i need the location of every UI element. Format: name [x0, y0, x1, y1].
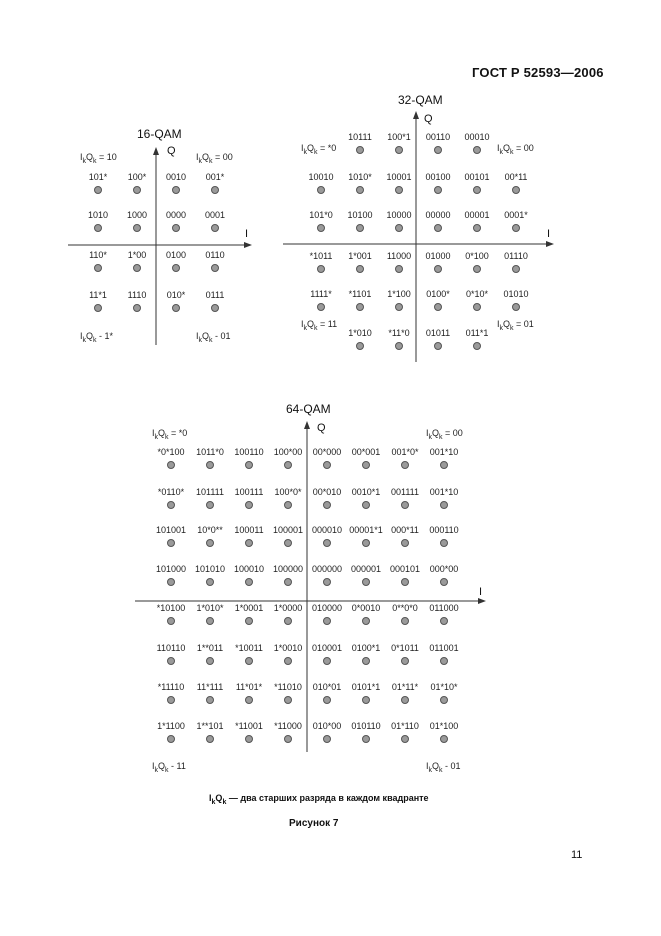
qam64-point-dot: [284, 735, 292, 743]
qam32-title: 32-QAM: [398, 93, 443, 107]
caption-text: — два старших разряда в каждом квадранте: [228, 793, 429, 803]
qam32-point-label: 0001*: [504, 210, 528, 220]
qam16-point-label: 001*: [205, 172, 225, 182]
qam64-quadrant-bl: $I_kQ_k - 11$: [152, 761, 186, 774]
qam64-point-dot: [167, 501, 175, 509]
qam64-point-label: 00001*1: [349, 525, 383, 535]
qam64-point-dot: [362, 461, 370, 469]
qam64-point-label: 01*100: [429, 721, 459, 731]
qam16-point-label: 0001: [204, 210, 226, 220]
qam32-point-label: 011*1: [465, 328, 489, 338]
qam64-point-label: 001*10: [429, 447, 459, 457]
qam64-point-dot: [206, 735, 214, 743]
qam64-point-label: 1*010*: [196, 603, 224, 613]
qam64-point-label: 011001: [429, 643, 459, 653]
qam64-point-dot: [284, 617, 292, 625]
qam16-point-label: 0100: [165, 250, 187, 260]
qam64-point-dot: [362, 578, 370, 586]
qam64-point-dot: [167, 578, 175, 586]
qam64-point-dot: [362, 696, 370, 704]
qam64-quadrant-br: $I_kQ_k - 01$: [426, 761, 461, 774]
qam64-point-label: 011000: [429, 603, 459, 613]
qam64-point-dot: [323, 735, 331, 743]
qam64-point-label: 100011: [234, 525, 264, 535]
qam32-point-label: *1011: [309, 251, 333, 261]
qam64-point-dot: [167, 657, 175, 665]
qam64-point-label: 1*0010: [273, 643, 303, 653]
qam32-point-label: 1111*: [310, 289, 332, 299]
qam64-point-dot: [401, 617, 409, 625]
qam64-point-label: 001*0*: [391, 447, 419, 457]
qam64-point-dot: [206, 461, 214, 469]
qam64-point-dot: [245, 578, 253, 586]
qam64-point-label: 1*0001: [234, 603, 264, 613]
qam64-point-label: 010*00: [312, 721, 342, 731]
qam64-point-dot: [284, 461, 292, 469]
qam64-point-dot: [245, 735, 253, 743]
qam64-point-dot: [323, 696, 331, 704]
qam64-point-dot: [167, 735, 175, 743]
qam64-point-dot: [167, 539, 175, 547]
qam64-point-dot: [167, 461, 175, 469]
qam64-point-dot: [401, 657, 409, 665]
qam64-point-dot: [401, 735, 409, 743]
qam64-point-label: *11000: [274, 721, 302, 731]
qam64-point-dot: [245, 617, 253, 625]
qam64-point-label: 1011*0: [196, 447, 224, 457]
qam64-point-dot: [440, 735, 448, 743]
qam32-point-label: 10111: [348, 132, 372, 142]
qam64-point-dot: [401, 539, 409, 547]
qam64-point-label: 010000: [311, 603, 343, 613]
qam64-point-dot: [401, 501, 409, 509]
qam32-point-label: 10001: [386, 172, 412, 182]
qam64-q-axis-label: Q: [317, 422, 326, 434]
qam64-point-label: 11*01*: [235, 682, 263, 692]
qam64-point-label: 101000: [155, 564, 187, 574]
qam32-point-label: 00100: [425, 172, 451, 182]
qam16-point-label: 100*: [127, 172, 147, 182]
qam64-point-label: *10100: [156, 603, 186, 613]
qam64-point-label: 01*10*: [430, 682, 458, 692]
qam64-point-label: 000101: [389, 564, 421, 574]
qam64-point-label: 1*1100: [157, 721, 185, 731]
document-header: ГОСТ Р 52593—2006: [472, 65, 604, 80]
qam64-point-label: 1**011: [196, 643, 224, 653]
qam64-point-dot: [362, 539, 370, 547]
qam64-point-label: *11010: [274, 682, 302, 692]
qam32-point-label: 1010*: [348, 172, 372, 182]
qam64-point-dot: [323, 657, 331, 665]
qam64-point-dot: [206, 539, 214, 547]
qam32-point-label: 00010: [464, 132, 490, 142]
qam64-point-dot: [284, 657, 292, 665]
qam64-point-dot: [401, 461, 409, 469]
qam64-point-dot: [245, 461, 253, 469]
qam64-point-dot: [362, 657, 370, 665]
qam64-point-label: 010110: [351, 721, 381, 731]
qam32-point-label: 0*100: [465, 251, 489, 261]
qam16-point-label: 010*: [166, 290, 186, 300]
qam64-quadrant-tl: $I_kQ_k = *0$: [152, 428, 188, 441]
qam64-point-label: 100*0*: [274, 487, 302, 497]
qam32-point-label: 00*11: [504, 172, 528, 182]
qam16-point-label: 110*: [89, 250, 107, 260]
qam64-point-dot: [167, 696, 175, 704]
qam32-point-label: 11000: [386, 251, 412, 261]
qam32-point-label: *1101: [348, 289, 372, 299]
qam32-point-label: 0100*: [426, 289, 450, 299]
qam32-point-label: 1*010: [348, 328, 372, 338]
qam64-i-axis-label: I: [479, 586, 483, 598]
qam64-point-label: 101001: [155, 525, 187, 535]
qam64-point-label: 11*111: [196, 682, 224, 692]
qam64-point-label: 000*11: [391, 525, 419, 535]
qam64-point-dot: [362, 735, 370, 743]
qam64-point-label: 100010: [233, 564, 265, 574]
qam64-point-label: 0*0010: [351, 603, 381, 613]
qam64-point-label: 101010: [194, 564, 226, 574]
qam64-point-dot: [323, 539, 331, 547]
qam64-point-label: 01*110: [391, 721, 419, 731]
qam64-point-label: 1**101: [196, 721, 224, 731]
qam64-point-label: 100000: [272, 564, 304, 574]
qam32-point-label: 0*10*: [465, 289, 489, 299]
qam32-quadrant-br: $I_kQ_k = 01$: [497, 319, 534, 332]
qam32-quadrant-bl: $I_kQ_k = 11$: [301, 319, 338, 332]
qam64-point-dot: [284, 696, 292, 704]
qam64-point-dot: [284, 578, 292, 586]
qam32-point-label: 1*001: [348, 251, 372, 261]
qam64-point-dot: [245, 501, 253, 509]
qam64-quadrant-tr: $I_kQ_k = 00$: [426, 428, 463, 441]
qam64-point-label: 001111: [390, 487, 420, 497]
qam64-point-dot: [284, 501, 292, 509]
qam16-point-label: 1000: [126, 210, 148, 220]
qam32-point-label: 01000: [425, 251, 451, 261]
qam32-quadrant-tr: $I_kQ_k = 00$: [497, 143, 534, 156]
qam64-point-dot: [206, 696, 214, 704]
qam32-point-label: 101*0: [309, 210, 333, 220]
qam64-point-label: 101111: [195, 487, 225, 497]
qam16-i-axis-label: I: [245, 228, 249, 240]
qam32-point-label: 01110: [504, 251, 528, 261]
qam64-point-label: 00*001: [351, 447, 381, 457]
qam32-point-label: 01010: [503, 289, 529, 299]
qam16-quadrant-tl: $I_kQ_k = 10$: [80, 152, 117, 165]
qam64-point-label: 01*11*: [391, 682, 419, 692]
qam64-point-label: 0100*1: [351, 643, 381, 653]
qam64-point-dot: [323, 578, 331, 586]
qam64-point-label: 1*0000: [273, 603, 303, 613]
qam64-point-dot: [206, 501, 214, 509]
qam64-point-dot: [206, 617, 214, 625]
qam32-point-label: 10010: [308, 172, 334, 182]
qam32-point-label: 10000: [386, 210, 412, 220]
qam64-point-dot: [245, 696, 253, 704]
qam64-point-dot: [245, 657, 253, 665]
qam64-point-dot: [440, 501, 448, 509]
qam64-point-label: 0*1011: [391, 643, 419, 653]
qam64-point-label: 100*00: [273, 447, 303, 457]
qam64-point-dot: [206, 657, 214, 665]
qam16-point-label: 0000: [165, 210, 187, 220]
qam64-point-dot: [401, 578, 409, 586]
qam64-point-dot: [362, 501, 370, 509]
qam32-q-axis-label: Q: [424, 113, 433, 125]
qam16-point-label: 0111: [205, 290, 225, 300]
qam64-title: 64-QAM: [286, 402, 331, 416]
qam64-point-label: 00*010: [312, 487, 342, 497]
qam16-quadrant-br: $I_kQ_k - 01$: [196, 331, 231, 344]
qam64-point-label: 100110: [234, 447, 264, 457]
qam64-point-label: 000000: [311, 564, 343, 574]
qam64-point-label: 0**0*0: [392, 603, 418, 613]
caption-symbol: $I_kQ_k$: [209, 793, 227, 806]
qam64-point-label: 000*00: [429, 564, 459, 574]
qam64-point-label: 000001: [350, 564, 382, 574]
qam32-point-label: 01011: [425, 328, 451, 338]
qam16-point-label: 0010: [165, 172, 187, 182]
qam64-point-label: *0110*: [157, 487, 185, 497]
qam64-point-label: 110110: [156, 643, 186, 653]
qam16-point-label: 101*: [88, 172, 108, 182]
qam64-point-label: 000010: [311, 525, 343, 535]
qam16-point-label: 1*00: [127, 250, 147, 260]
qam64-point-dot: [440, 461, 448, 469]
qam16-point-label: 11*1: [89, 290, 107, 300]
qam16-point-label: 0110: [205, 250, 225, 260]
qam64-point-dot: [284, 539, 292, 547]
qam64-point-label: 010001: [311, 643, 343, 653]
qam64-point-dot: [206, 578, 214, 586]
qam32-point-label: 00110: [425, 132, 451, 142]
qam32-point-label: 100*1: [387, 132, 411, 142]
qam16-q-axis-label: Q: [167, 145, 176, 157]
qam64-point-dot: [401, 696, 409, 704]
qam32-point-label: *11*0: [388, 328, 410, 338]
qam64-point-label: 000110: [429, 525, 459, 535]
qam64-point-label: 100001: [272, 525, 304, 535]
qam64-point-dot: [440, 539, 448, 547]
qam64-point-label: 010*01: [312, 682, 342, 692]
qam32-point-label: 00001: [464, 210, 490, 220]
qam64-point-label: *0*100: [157, 447, 185, 457]
qam64-point-dot: [323, 617, 331, 625]
qam64-point-label: *11001: [235, 721, 263, 731]
qam64-point-label: 001*10: [429, 487, 459, 497]
qam64-point-dot: [167, 617, 175, 625]
qam16-point-label: 1110: [127, 290, 147, 300]
qam32-point-label: 1*100: [387, 289, 411, 299]
qam64-point-dot: [323, 461, 331, 469]
qam64-point-label: *10011: [235, 643, 263, 653]
qam64-point-dot: [440, 657, 448, 665]
page-number: 11: [571, 849, 583, 861]
qam32-point-label: 00000: [425, 210, 451, 220]
qam64-point-label: *11110: [157, 682, 185, 692]
qam64-point-dot: [440, 578, 448, 586]
qam64-point-label: 10*0**: [197, 525, 223, 535]
qam64-point-dot: [362, 617, 370, 625]
qam64-point-dot: [440, 617, 448, 625]
qam32-point-label: 10100: [347, 210, 373, 220]
figure-caption: [209, 793, 429, 806]
qam32-quadrant-tl: $I_kQ_k = *0$: [301, 143, 337, 156]
qam64-point-label: 00*000: [312, 447, 342, 457]
qam16-quadrant-tr: $I_kQ_k = 00$: [196, 152, 233, 165]
figure-label: Рисунок 7: [289, 818, 339, 829]
qam64-point-dot: [440, 696, 448, 704]
qam64-point-label: 0010*1: [351, 487, 381, 497]
qam64-point-label: 0101*1: [351, 682, 381, 692]
qam64-point-label: 100111: [234, 487, 264, 497]
qam16-point-label: 1010: [87, 210, 109, 220]
qam64-point-dot: [323, 501, 331, 509]
qam16-title: 16-QAM: [137, 127, 182, 141]
qam16-quadrant-bl: $I_kQ_k - 1*$: [80, 331, 114, 344]
qam32-point-label: 00101: [464, 172, 490, 182]
qam64-point-dot: [245, 539, 253, 547]
qam32-i-axis-label: I: [547, 228, 551, 240]
